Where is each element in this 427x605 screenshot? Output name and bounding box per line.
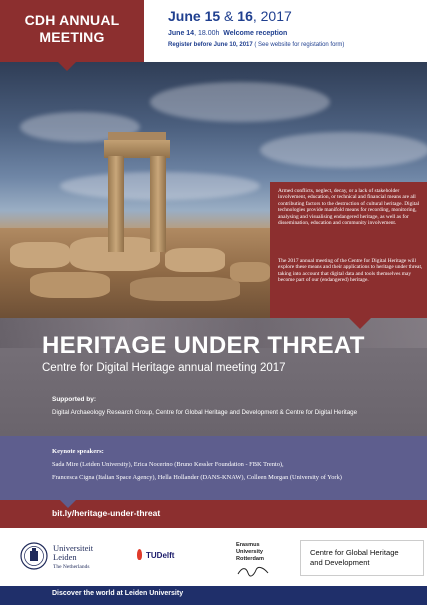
keynote-speakers-line-2: Francesca Cigna (Italian Space Agency), Hella Hollander (DANS-KNAW), Colleen Morgan (University of York) (52, 474, 342, 481)
keynote-speakers-line-1: Sada Mire (Leiden University), Erica Nocerino (Bruno Kessler Foundation - FBK Trento), (52, 461, 284, 468)
leiden-seal-icon (20, 542, 48, 570)
description-paragraph-2: The 2017 annual meeting of the Centre for Digital Heritage will explore these means and their applications to heritage under threat, taking into account that digital data and tools themselves may become part of our (endangered) heritage. (278, 258, 423, 284)
poster-subtitle: Centre for Digital Heritage annual meeting 2017 (42, 362, 286, 374)
event-label-notch (58, 62, 76, 71)
supported-text: Digital Archaeology Research Group, Centre for Global Heritage and Development & Centre for Digital Heritage (52, 409, 358, 416)
leiden-sub: The Netherlands (53, 564, 90, 570)
tudelft-logo: TUDelft (146, 551, 175, 560)
footer-text: Discover the world at Leiden University (52, 590, 184, 597)
poster-title: HERITAGE UNDER THREAT (42, 332, 365, 359)
date-day1: 15 (204, 8, 221, 24)
register-line (168, 42, 344, 48)
tudelft-flame-icon (137, 549, 142, 560)
event-label: CDH ANNUAL MEETING (24, 12, 120, 45)
temple-arch-icon (104, 140, 170, 252)
date-prefix: June (168, 8, 205, 24)
reception-line (168, 30, 287, 37)
description-box (270, 182, 427, 318)
reception-time: , 18.00h (194, 30, 220, 37)
date-day2: 16 (237, 8, 253, 24)
keynote-label: Keynote speakers: (52, 448, 104, 455)
cgh-line-2: and Development (310, 558, 370, 567)
erasmus-line-2: University (236, 549, 264, 555)
date-year: , 2017 (252, 8, 292, 24)
event-label-panel (0, 0, 144, 62)
register-note: ( See website for registation form) (252, 42, 345, 48)
date-panel (144, 0, 427, 62)
erasmus-line-1: Erasmus (236, 542, 260, 548)
description-paragraph-1: Armed conflicts, neglect, decay, or a lack of stakeholder involvement, education, or technical and financial means are all contributing factors to the destruction of cultural heritage. Digital technologies provide manifold means for recording, monitoring, analysing and visualising endangered heritage, as well as for dissemination, education and community involvement. (278, 188, 420, 227)
leiden-name-2: Leiden (53, 552, 77, 562)
date-amp: & (220, 8, 238, 24)
event-date (168, 8, 292, 24)
supported-label: Supported by: (52, 396, 97, 403)
event-link[interactable]: bit.ly/heritage-under-threat (52, 508, 161, 518)
erasmus-line-3: Rotterdam (236, 556, 264, 562)
reception-label: Welcome reception (223, 30, 288, 37)
erasmus-signature-icon (236, 565, 270, 577)
cgh-line-1: Centre for Global Heritage (310, 548, 399, 557)
register-label: Register before June 10, 2017 (168, 42, 253, 48)
leiden-logo (53, 544, 93, 562)
keynote-band (0, 436, 427, 500)
link-band-notch (60, 500, 76, 508)
description-box-notch (349, 318, 371, 329)
reception-date: June 14 (168, 30, 195, 37)
leiden-name-1: Universiteit (53, 543, 94, 553)
